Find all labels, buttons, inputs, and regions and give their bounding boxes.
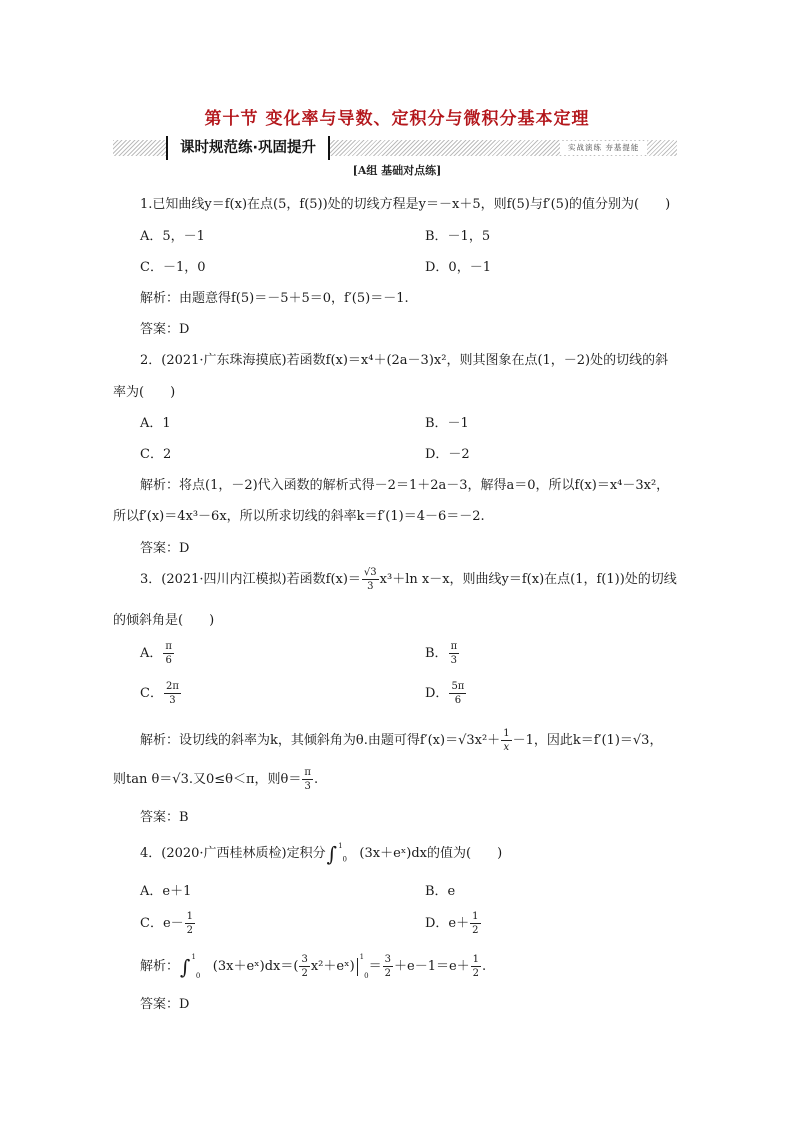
q3-option-d: D． $\frac{5\pi}{6}$ xyxy=(425,681,465,706)
q1-option-c: C．－1，0 xyxy=(140,260,206,275)
q2-option-b: B．－1 xyxy=(425,416,469,431)
q2-stem-line1: 2．(2021·广东珠海摸底)若函数f(x)＝x⁴＋(2a－3)x²，则其图象在点(1，－2)处的切线的斜 xyxy=(140,353,669,368)
band-label: 课时规范练·巩固提升 xyxy=(166,136,330,160)
integral-sign: ∫ xyxy=(326,841,338,866)
q4-answer: 答案：D xyxy=(140,997,190,1012)
q3-analysis-line1: 解析：设切线的斜率为k，其倾斜角为θ.由题可得f′(x)＝√3x²＋ $\frac{1}{x}$ －1，因此k＝f′(1)＝√3， xyxy=(140,728,663,753)
q4-option-a: A．e＋1 xyxy=(140,884,192,899)
q4-stem: 4．(2020·广西桂林质检)定积分∫$^1$0 (3x＋eˣ)dx的值为( ) xyxy=(140,841,503,866)
section-title: 第十节 变化率与导数、定积分与微积分基本定理 xyxy=(204,109,590,129)
q2-option-d: D．－2 xyxy=(425,447,470,462)
q1-option-d: D．0，－1 xyxy=(425,260,491,275)
q3-answer: 答案：B xyxy=(140,810,189,825)
q1-answer: 答案：D xyxy=(140,322,190,337)
q2-analysis-line1: 解析：将点(1，－2)代入函数的解析式得－2＝1＋2a－3，解得a＝0，所以f(x)＝x⁴－3x²， xyxy=(140,478,670,493)
q2-option-a: A．1 xyxy=(140,416,171,431)
q4-analysis: 解析：∫$^1$0 (3x＋eˣ)dx＝( $\frac{3}{2}$ x²＋eˣ)$^1$0＝ $\frac{3}{2}$ ＋e－1＝e＋ $\frac{1}{2}$ . xyxy=(140,953,487,980)
band-slogan: 实战演练 夯基提能 xyxy=(560,141,647,155)
q4-option-c: C．e－ $\frac{1}{2}$ xyxy=(140,911,194,936)
q2-stem-line2: 率为( ) xyxy=(113,385,176,400)
q3-option-a: A． $\frac{\pi}{6}$ xyxy=(140,641,172,666)
q3-stem-line2: 的倾斜角是( ) xyxy=(113,613,215,628)
q3-option-b: B． $\frac{\pi}{3}$ xyxy=(425,641,458,666)
q3-analysis-line2: 则tan θ＝√3.又0≤θ＜π，则θ＝ $\frac{\pi}{3}$ . xyxy=(113,767,319,792)
q3-option-c: C． $\frac{2\pi}{3}$ xyxy=(140,681,179,706)
q4-option-b: B．e xyxy=(425,884,456,899)
group-label: [A组 基础对点练] xyxy=(352,164,442,177)
q2-analysis-line2: 所以f′(x)＝4x³－6x，所以所求切线的斜率k＝f′(1)＝4－6＝－2. xyxy=(113,509,485,524)
q2-option-c: C．2 xyxy=(140,447,172,462)
q4-option-d: D．e＋ $\frac{1}{2}$ xyxy=(425,911,479,936)
q1-option-a: A．5，－1 xyxy=(140,229,205,244)
q3-stem-line1: 3．(2021·四川内江模拟)若函数f(x)＝ $\frac{√3}{3}$ x³＋ln x－x，则曲线y＝f(x)在点(1，f(1))处的切线 xyxy=(140,567,677,592)
q3-coef-fraction: $\frac{√3}{3}$ xyxy=(363,567,377,592)
q2-answer: 答案：D xyxy=(140,541,190,556)
q1-option-b: B．－1，5 xyxy=(425,229,491,244)
q1-stem: 1.已知曲线y＝f(x)在点(5，f(5))处的切线方程是y＝－x＋5，则f(5)与f′(5)的值分别为( ) xyxy=(140,197,671,212)
q1-analysis: 解析：由题意得f(5)＝－5＋5＝0，f′(5)＝－1. xyxy=(140,291,409,306)
